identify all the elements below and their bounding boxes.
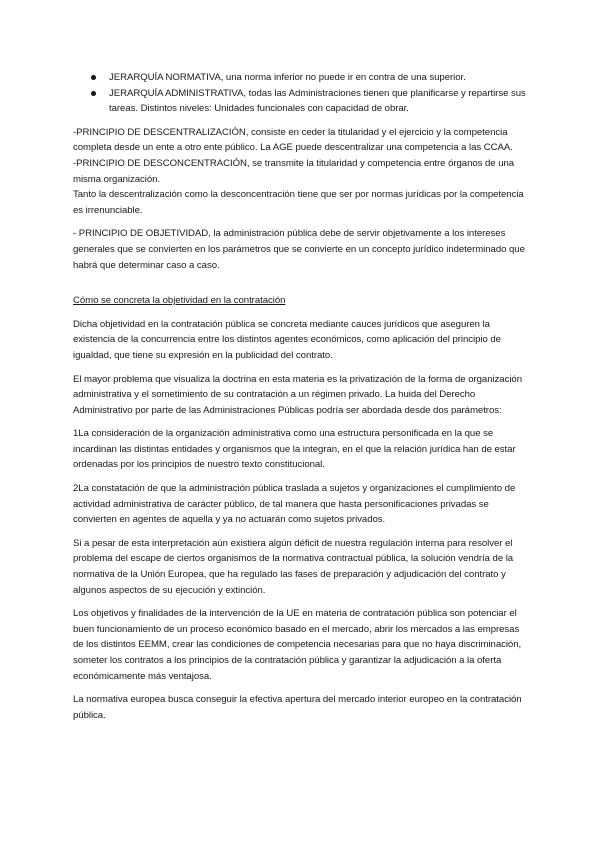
principle-desconcentracion: -PRINCIPIO DE DESCONCENTRACIÓN, se transmite la titularidad y competencia entre órganos de una misma organización.	[73, 157, 515, 185]
paragraph: Dicha objetividad en la contratación pública se concreta mediante cauces jurídicos que aseguren la existencia de la concurrencia entre los distintos agentes económicos, como aplicación del principio de igualdad, que tiene su expresión en la publicidad del contrato.	[73, 318, 501, 361]
paragraph: Si a pesar de esta interpretación aún existiera algún déficit de nuestra regulación interna para resolver el problema del escape de ciertos organismos de la normativa contractual pública, la solución vendría de la normativa de la Unión Europea, que ha regulado las fases de preparación y adjudicación del contrato y algunos aspectos de su ejecución y extinción.	[73, 537, 514, 596]
paragraph: La normativa europea busca conseguir la efectiva apertura del mercado interior europeo en la contratación pública.	[73, 694, 522, 721]
bullet-dot-icon	[91, 75, 96, 80]
principle-descentralizacion: -PRINCIPIO DE DESCENTRALIZACIÓN, consiste en ceder la titularidad y el ejercicio y la competencia completa desde un ente a otro ente público. La AGE puede descentralizar una competencia a las CCAA.	[73, 126, 513, 154]
bullet-dot-icon	[91, 91, 96, 96]
bullet-text: JERARQUÍA NORMATIVA, una norma inferior no puede ir en contra de una superior.	[109, 72, 466, 83]
principle-objetividad: - PRINCIPIO DE OBJETIVIDAD, la administración pública debe de servir objetivamente a los intereses generales que se convierten en los parámetros que se convierte en un concepto jurídico indeterminado que habrá que determinar caso a caso.	[73, 228, 525, 271]
paragraph: Los objetivos y finalidades de la intervención de la UE en materia de contratación pública son potenciar el buen funcionamiento de un proceso económico basado en el mercado, abrir los mercados a las empresas de los distintos EEMM, crear las condiciones de competencia necesarias para que no haya discriminación, someter los contratos a los principios de la contratación pública y garantizar la adjudicación a la oferta económicamente más ventajosa.	[73, 608, 522, 682]
principles-block	[73, 125, 528, 219]
hierarchy-bullet-list	[73, 70, 528, 117]
bullet-item-jerarquia-normativa	[73, 70, 528, 86]
bullet-text: JERARQUÍA ADMINISTRATIVA, todas las Administraciones tienen que planificarse y repartirse sus tareas. Distintos niveles: Unidades funcionales con capacidad de obrar.	[109, 87, 526, 115]
paragraph: El mayor problema que visualiza la doctrina en esta materia es la privatización de la forma de organización administrativa y el sometimiento de su contratación a un régimen privado. La huida del Derecho Administrativo por parte de las Administraciones Públicas podría ser abordada desde dos parámetros:	[73, 373, 522, 416]
paragraph: 1La consideración de la organización administrativa como una estructura personificada en la que se incardinan las distintas entidades y organismos que la integran, en el que la relación jurídica han de estar ordenadas por los principios de nuestro texto constitucional.	[73, 428, 516, 471]
section-title: Cómo se concreta la objetividad en la contratación	[73, 295, 286, 307]
paragraph: 2La constatación de que la administración pública traslada a sujetos y organizaciones el cumplimiento de actividad administrativa de carácter público, de tal manera que hasta personificaciones privadas se convierten en agentes de aquella y ya no actuarán como sujetos privados.	[73, 483, 516, 526]
bullet-item-jerarquia-administrativa	[73, 86, 528, 117]
principles-note: Tanto la descentralización como la desconcentración tiene que ser por normas jurídicas por la competencia es irrenunciable.	[73, 189, 524, 216]
document-body	[73, 70, 528, 731]
